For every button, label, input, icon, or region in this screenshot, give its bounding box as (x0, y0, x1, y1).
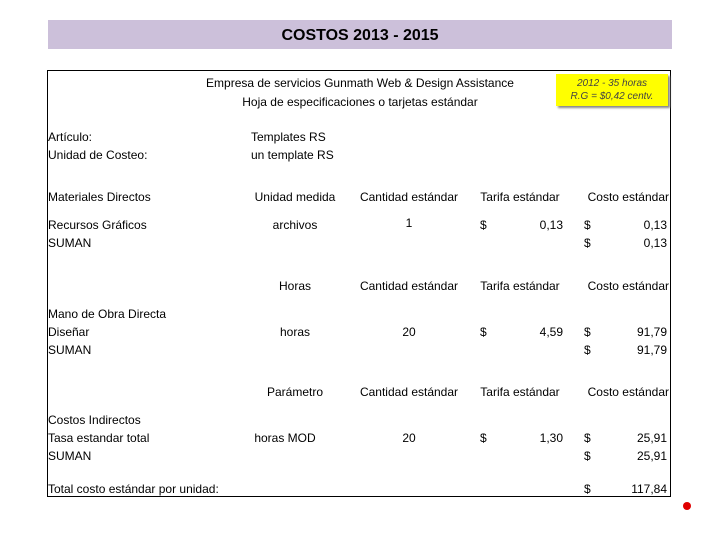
labor-rate-currency: $ (480, 325, 487, 339)
materials-qty: 1 (405, 216, 413, 230)
labor-cost: 91,79 (636, 325, 667, 339)
title-bar (48, 20, 672, 49)
materials-col-qty: Cantidad estándar (359, 190, 459, 204)
labor-sum-currency: $ (584, 343, 591, 357)
labor-col-cost: Costo estándar (587, 279, 669, 293)
indirect-sum-label: SUMAN (48, 449, 92, 463)
article-value: Templates RS (251, 130, 326, 144)
note-box (556, 74, 668, 106)
unit-label: Unidad de Costeo: (48, 148, 148, 162)
total-label: Total costo estándar por unidad: (48, 482, 219, 496)
labor-cost-currency: $ (584, 325, 591, 339)
materials-sum-currency: $ (584, 236, 591, 250)
labor-section: Mano de Obra Directa (48, 307, 167, 321)
sheet-subtitle: Hoja de especificaciones o tarjetas estándar (242, 95, 478, 109)
materials-sum: 0,13 (643, 236, 667, 250)
indirect-item: Tasa estandar total (48, 431, 150, 445)
indirect-rate-currency: $ (480, 431, 487, 445)
indirect-cost: 25,91 (636, 431, 667, 445)
indirect-col-cost: Costo estándar (587, 385, 669, 399)
company-name: Empresa de servicios Gunmath Web & Design Assistance (206, 76, 514, 90)
indirect-col-rate: Tarifa estándar (480, 385, 560, 399)
materials-sum-label: SUMAN (48, 236, 92, 250)
labor-col-rate: Tarifa estándar (480, 279, 560, 293)
materials-cost-currency: $ (584, 218, 591, 232)
indirect-col-param: Parámetro (266, 385, 324, 399)
labor-col-qty: Cantidad estándar (359, 279, 459, 293)
materials-section: Materiales Directos (48, 190, 151, 204)
indirect-qty: 20 (402, 431, 416, 445)
materials-col-rate: Tarifa estándar (480, 190, 560, 204)
materials-unit: archivos (272, 218, 318, 232)
indirect-cost-currency: $ (584, 431, 591, 445)
article-label: Artículo: (48, 130, 93, 144)
labor-qty: 20 (402, 325, 416, 339)
materials-col-unit: Unidad medida (254, 190, 336, 204)
indirect-sum: 25,91 (636, 449, 667, 463)
total-currency: $ (584, 482, 591, 496)
labor-sum-label: SUMAN (48, 343, 92, 357)
labor-unit: horas (279, 325, 311, 339)
indirect-unit: horas MOD (254, 431, 316, 445)
note-line-2: R.G = $0,42 centv. (570, 91, 654, 102)
labor-rate: 4,59 (539, 325, 563, 339)
page-title: COSTOS 2013 - 2015 (281, 27, 439, 44)
materials-col-cost: Costo estándar (587, 190, 669, 204)
indirect-sum-currency: $ (584, 449, 591, 463)
indirect-col-qty: Cantidad estándar (359, 385, 459, 399)
total-value: 117,84 (631, 482, 667, 496)
unit-value: un template RS (251, 148, 334, 162)
materials-cost: 0,13 (643, 218, 667, 232)
labor-item: Diseñar (48, 325, 90, 339)
red-marker-dot (683, 502, 691, 510)
materials-rate-currency: $ (480, 218, 487, 232)
note-line-1: 2012 - 35 horas (576, 78, 648, 89)
indirect-section: Costos Indirectos (48, 413, 141, 427)
materials-item: Recursos Gráficos (48, 218, 147, 232)
indirect-rate: 1,30 (539, 431, 563, 445)
labor-col-hours: Horas (278, 279, 311, 293)
materials-rate: 0,13 (539, 218, 563, 232)
labor-sum: 91,79 (636, 343, 667, 357)
